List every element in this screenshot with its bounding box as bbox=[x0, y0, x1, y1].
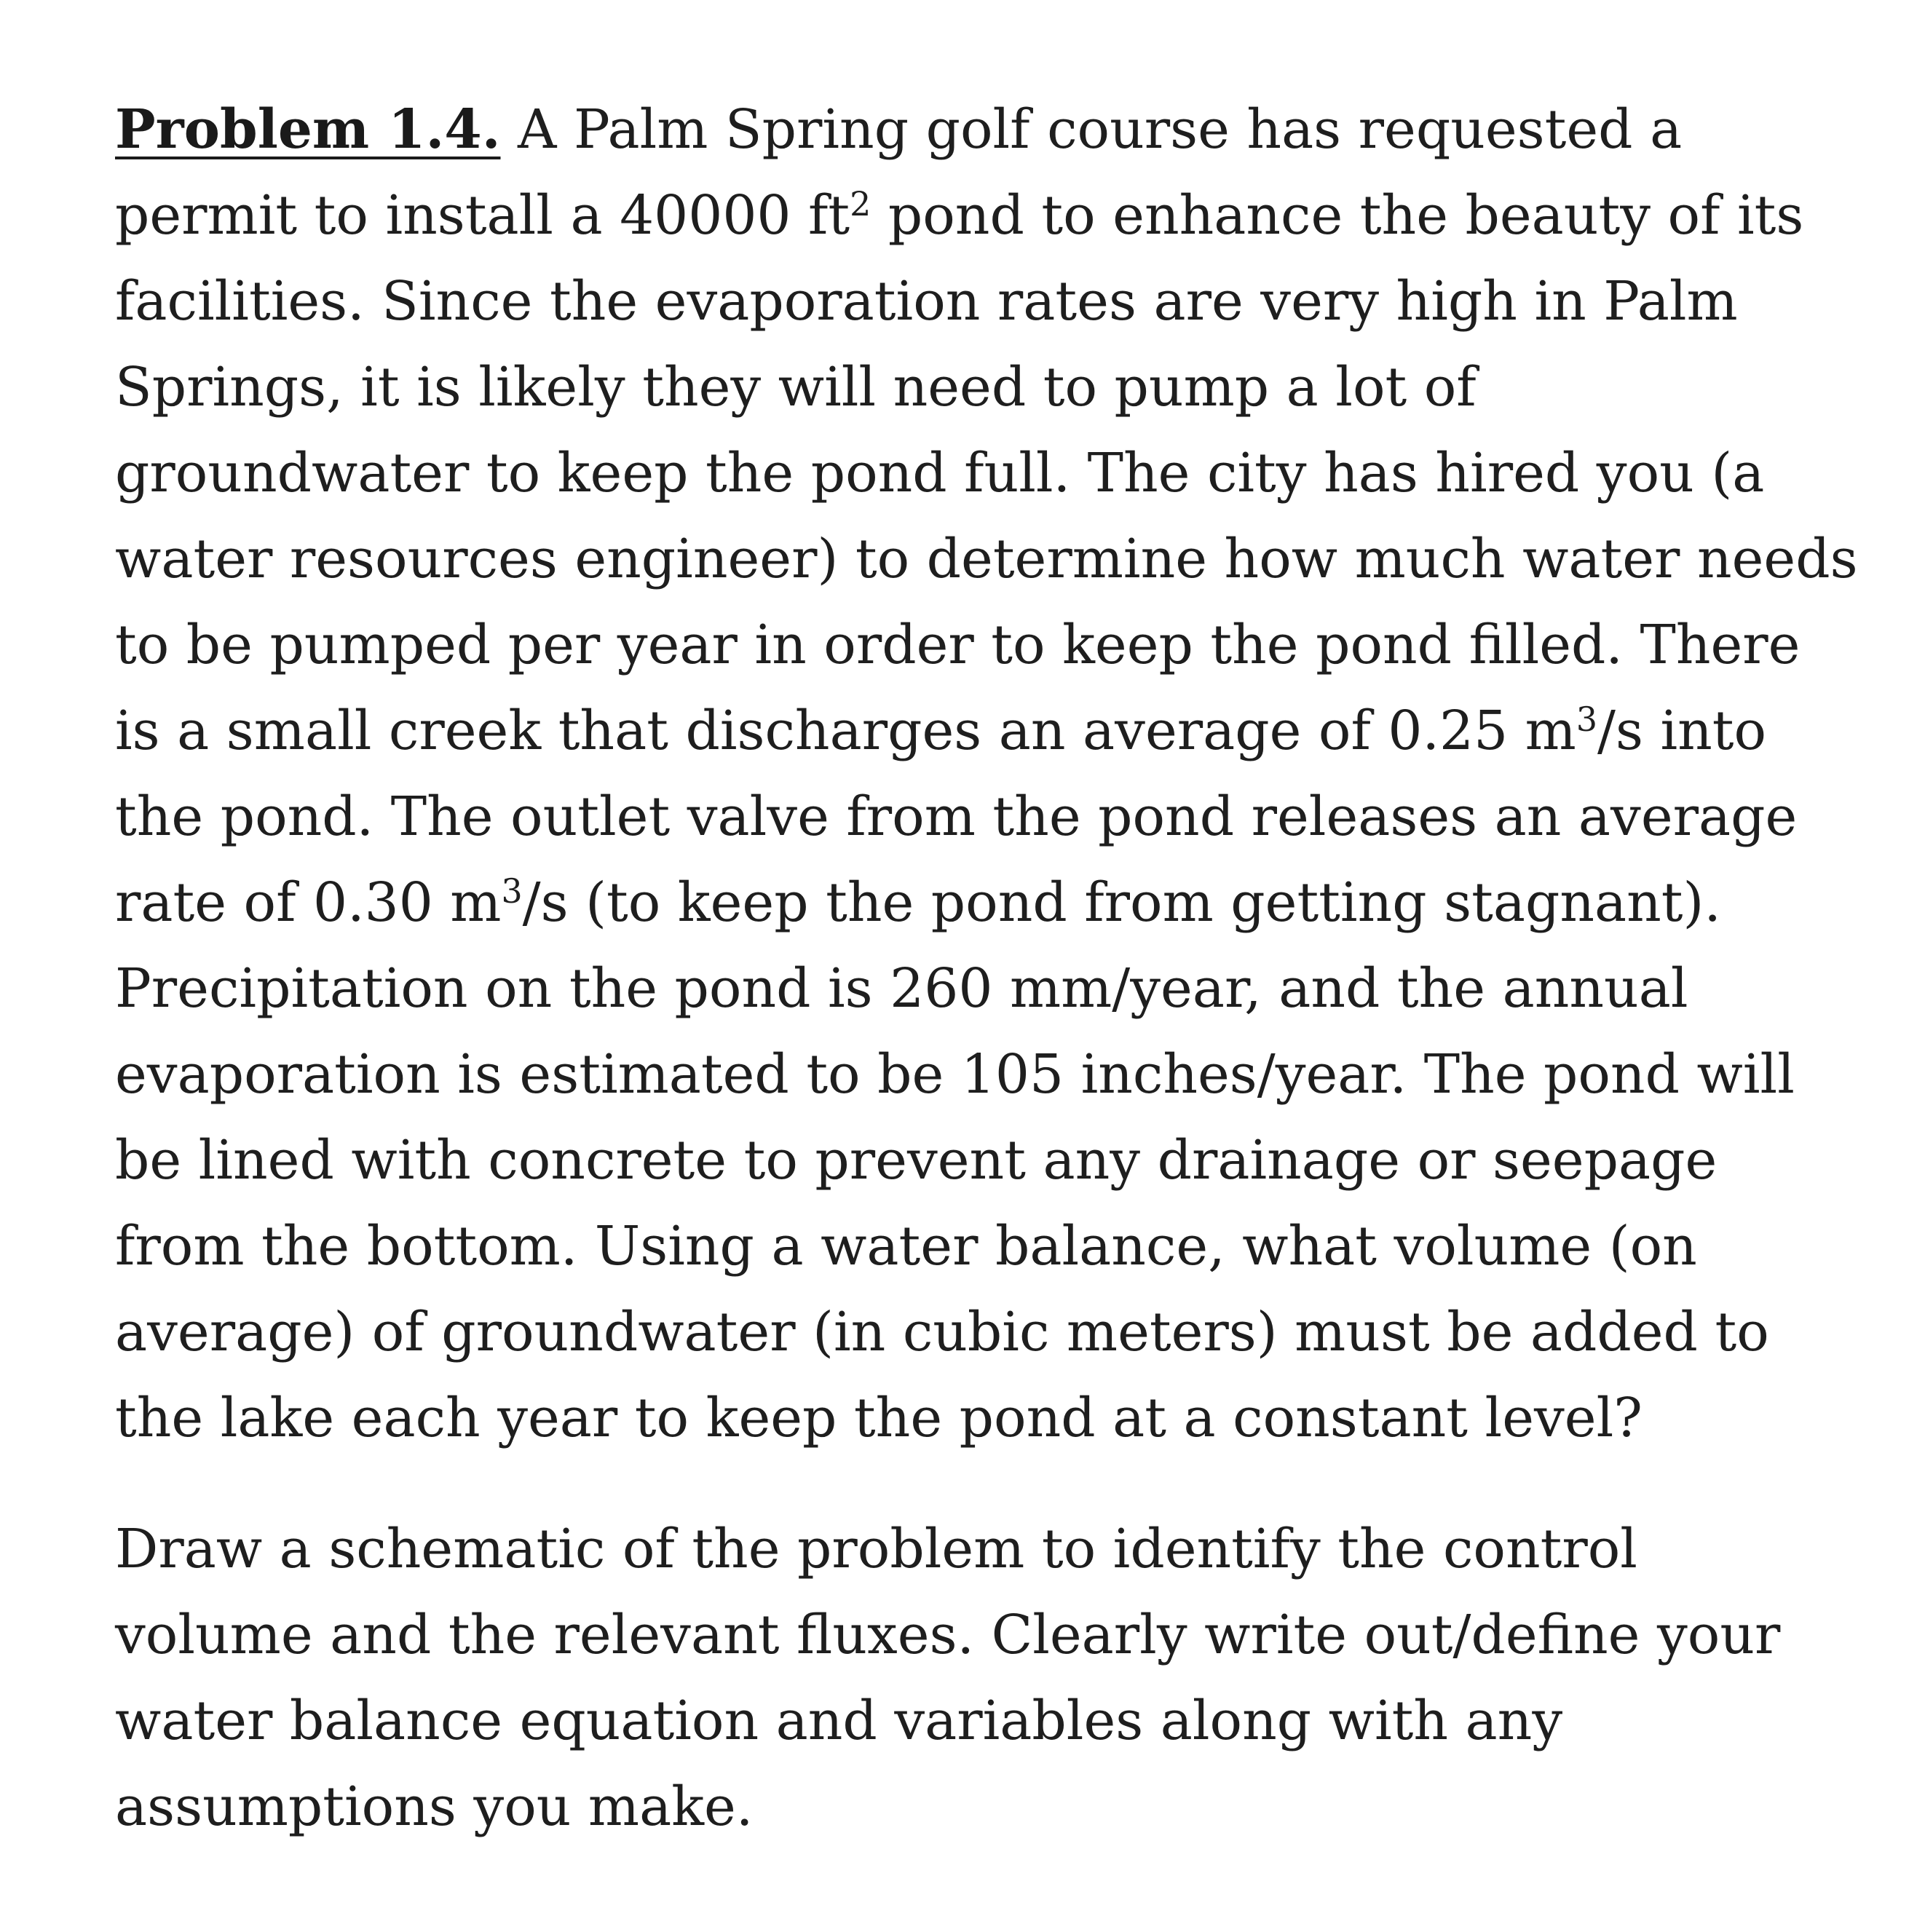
problem-line: facilities. Since the evaporation rates are very high in Palm bbox=[115, 270, 1738, 333]
instructions-line: water balance equation and variables along with any bbox=[115, 1690, 1563, 1752]
problem-line: rate of 0.30 $m^3/s$ (to keep the pond from getting stagnant). bbox=[115, 871, 1721, 934]
problem-line: to be pumped per year in order to keep the pond filled. There bbox=[115, 614, 1801, 676]
superscript: 3 bbox=[1576, 699, 1598, 739]
problem-line: the pond. The outlet valve from the pond releases an average bbox=[115, 785, 1798, 848]
problem-line: average) of groundwater (in cubic meters) must be added to bbox=[115, 1301, 1769, 1363]
superscript: 3 bbox=[501, 871, 523, 911]
problem-line: Springs, it is likely they will need to pump a lot of bbox=[115, 356, 1477, 419]
problem-line: Problem 1.4. A Palm Spring golf course has requested a bbox=[115, 98, 1683, 161]
superscript: 2 bbox=[850, 183, 871, 223]
instructions-line: Draw a schematic of the problem to identify the control bbox=[115, 1518, 1637, 1580]
problem-line: water resources engineer) to determine how much water needs bbox=[115, 528, 1858, 590]
problem-line: evaporation is estimated to be 105 inches/year. The pond will bbox=[115, 1043, 1795, 1106]
problem-line: permit to install a 40000 $ft^2$ pond to enhance the beauty of its bbox=[115, 183, 1804, 247]
instructions-line: assumptions you make. bbox=[115, 1775, 754, 1838]
problem-line: is a small creek that discharges an average of 0.25 $m^3/s$ into bbox=[115, 699, 1767, 762]
problem-label: Problem 1.4. bbox=[115, 98, 501, 161]
problem-line: the lake each year to keep the pond at a constant level? bbox=[115, 1387, 1643, 1449]
problem-line: from the bottom. Using a water balance, what volume (on bbox=[115, 1215, 1697, 1278]
problem-line: groundwater to keep the pond full. The city has hired you (a bbox=[115, 442, 1765, 504]
problem-line: be lined with concrete to prevent any drainage or seepage bbox=[115, 1129, 1718, 1192]
instructions-line: volume and the relevant fluxes. Clearly write out/define your bbox=[115, 1604, 1781, 1666]
problem-line: Precipitation on the pond is 260 mm/year, and the annual bbox=[115, 957, 1688, 1020]
